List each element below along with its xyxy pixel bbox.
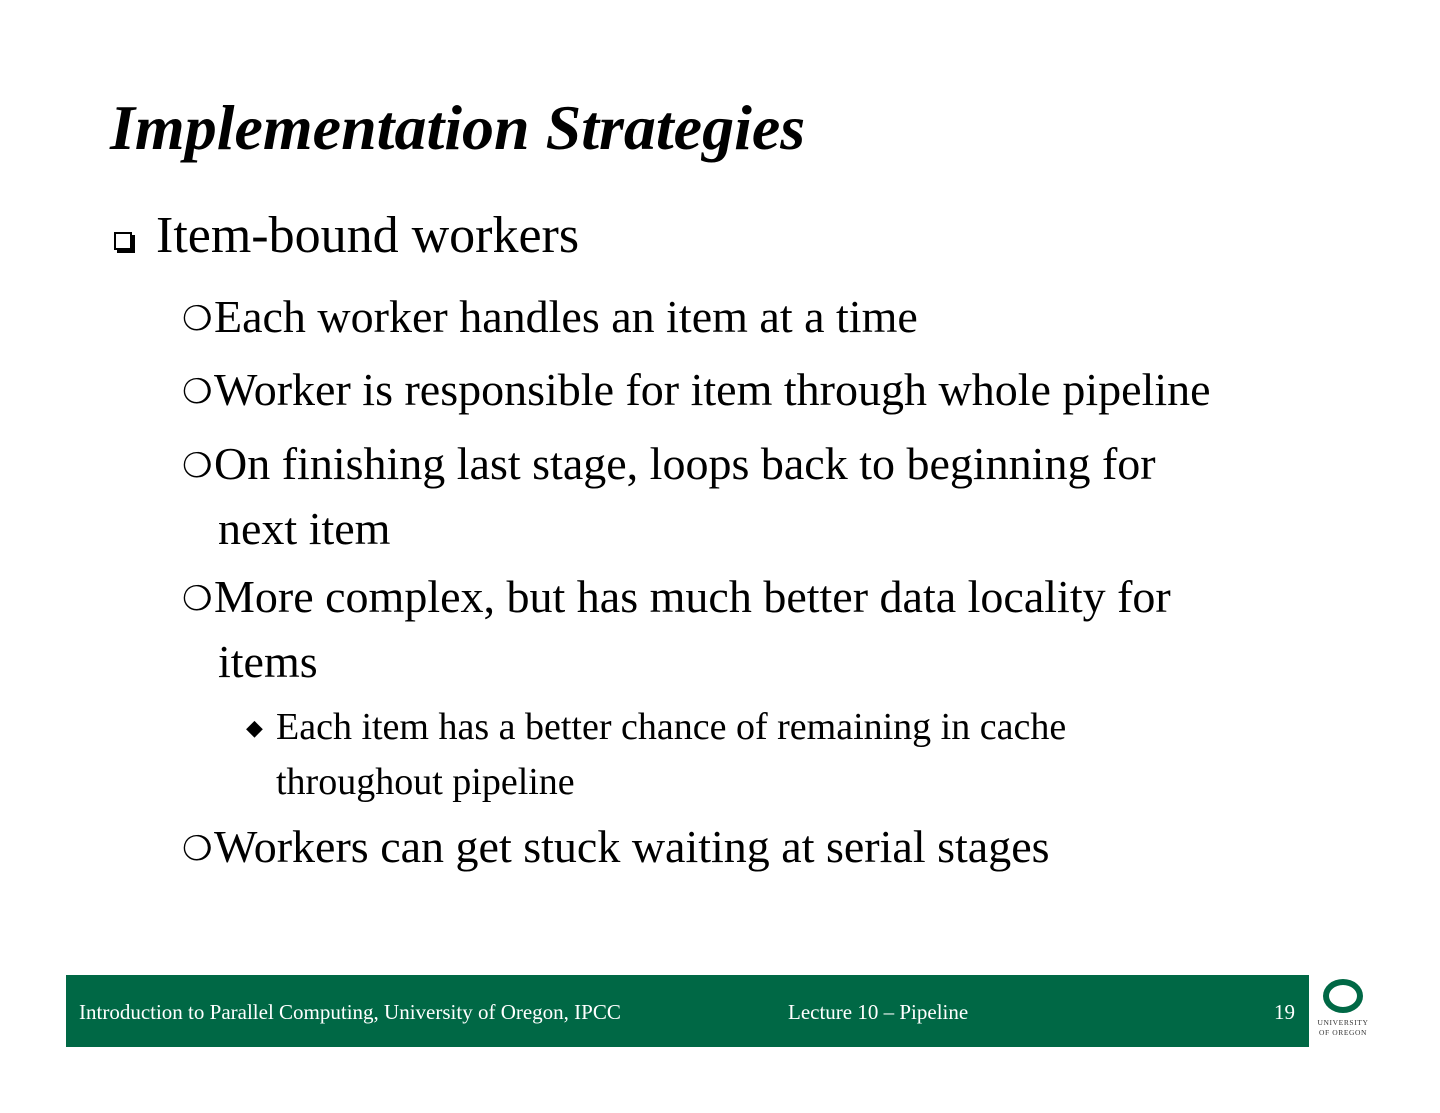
sub-bullet-4 [182, 566, 1171, 693]
slide-title: Implementation Strategies [110, 92, 806, 163]
circle-bullet-icon: ❍ [182, 374, 213, 411]
sub-bullet-text: Each worker handles an item at a time [214, 291, 918, 342]
university-of-oregon-logo [1310, 975, 1376, 1047]
o-logo-icon [1323, 979, 1363, 1013]
sub-bullet-text: More complex, but has much better data locality for [214, 571, 1171, 622]
bullet-item-bound-workers [114, 207, 580, 264]
footer-page-number: 19 [1274, 1000, 1295, 1024]
logo-text-line1: UNIVERSITY [1317, 1018, 1369, 1027]
sub-sub-bullet [246, 700, 1066, 809]
sub-bullet-1 [182, 286, 918, 351]
sub-bullet-text-continued: next item [218, 503, 391, 554]
circle-bullet-icon: ❍ [182, 831, 213, 868]
footer-lecture-title: Lecture 10 – Pipeline [788, 1000, 969, 1024]
sub-bullet-text: Workers can get stuck waiting at serial stages [214, 821, 1050, 872]
circle-bullet-icon: ❍ [182, 448, 213, 485]
logo-text-line2: OF OREGON [1318, 1028, 1368, 1037]
diamond-bullet-icon: ◆ [246, 715, 263, 740]
sub-bullet-text-continued: items [218, 636, 318, 687]
bullet-text: Item-bound workers [156, 207, 580, 264]
sub-bullet-text: Worker is responsible for item through whole pipeline [214, 364, 1211, 415]
footer-bar [66, 975, 1309, 1047]
sub-bullet-3 [182, 433, 1156, 560]
sub-bullet-text: On finishing last stage, loops back to beginning for [214, 438, 1156, 489]
footer-course-title: Introduction to Parallel Computing, University of Oregon, IPCC [79, 1000, 621, 1024]
sub-bullet-5 [182, 816, 1050, 881]
square-bullet-icon [114, 232, 132, 250]
sub-sub-bullet-text: Each item has a better chance of remaining in cache [276, 706, 1067, 748]
circle-bullet-icon: ❍ [182, 581, 213, 618]
sub-sub-bullet-text-continued: throughout pipeline [276, 761, 575, 803]
sub-bullet-2 [182, 359, 1211, 424]
circle-bullet-icon: ❍ [182, 301, 213, 338]
